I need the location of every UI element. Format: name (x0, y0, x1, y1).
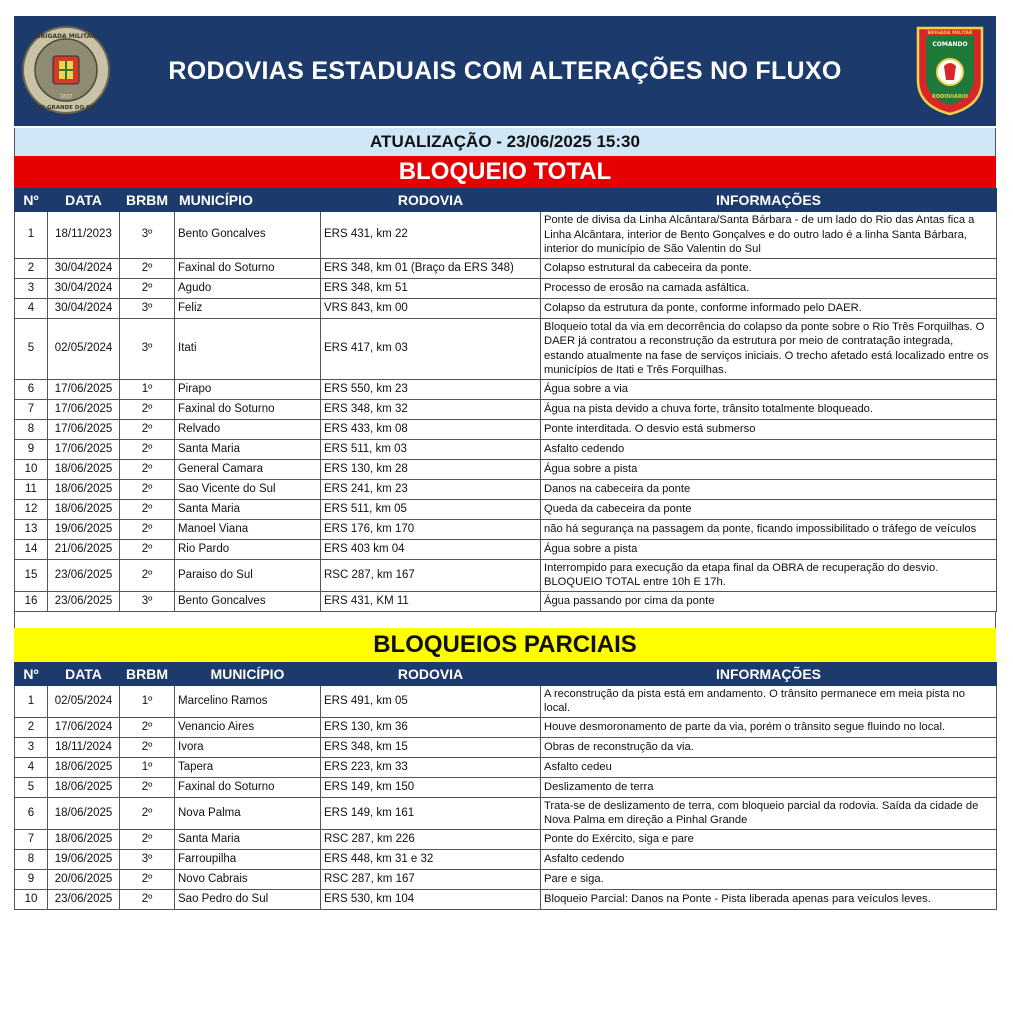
cell-num: 7 (15, 399, 48, 419)
shield-lettering-middle: COMANDO (932, 41, 968, 48)
table-row (15, 849, 997, 869)
cell-informacoes: Asfalto cedendo (541, 439, 997, 459)
cell-brbm: 3º (120, 318, 175, 379)
cell-num: 2 (15, 258, 48, 278)
cell-municipio: Pirapo (175, 379, 321, 399)
cell-brbm: 2º (120, 829, 175, 849)
table-row (15, 777, 997, 797)
table-row (15, 318, 997, 379)
cell-informacoes: Água na pista devido a chuva forte, trânsito totalmente bloqueado. (541, 399, 997, 419)
cell-municipio: Novo Cabrais (175, 869, 321, 889)
cell-municipio: Sao Vicente do Sul (175, 479, 321, 499)
page-title: RODOVIAS ESTADUAIS COM ALTERAÇÕES NO FLUXO (168, 56, 842, 85)
cell-rodovia: RSC 287, km 167 (321, 869, 541, 889)
cell-data: 17/06/2025 (48, 439, 120, 459)
cell-informacoes: Asfalto cedendo (541, 849, 997, 869)
emblem-lettering-top: BRIGADA MILITAR (36, 33, 96, 40)
cell-num: 14 (15, 539, 48, 559)
cell-data: 17/06/2025 (48, 399, 120, 419)
col-header-rodovia: RODOVIA (321, 662, 541, 685)
cell-rodovia: ERS 223, km 33 (321, 757, 541, 777)
cell-rodovia: ERS 491, km 05 (321, 685, 541, 717)
cell-rodovia: ERS 241, km 23 (321, 479, 541, 499)
cell-num: 15 (15, 559, 48, 591)
col-header-municipio: MUNICÍPIO (175, 189, 321, 212)
cell-municipio: Feliz (175, 298, 321, 318)
table-row (15, 737, 997, 757)
col-header-data: DATA (48, 662, 120, 685)
cell-num: 10 (15, 459, 48, 479)
cell-brbm: 2º (120, 777, 175, 797)
cell-data: 17/06/2024 (48, 717, 120, 737)
cell-rodovia: RSC 287, km 167 (321, 559, 541, 591)
cell-num: 7 (15, 829, 48, 849)
cell-rodovia: RSC 287, km 226 (321, 829, 541, 849)
cell-informacoes: Ponte de divisa da Linha Alcântara/Santa Bárbara - de um lado do Rio das Antas fica a Linha Alcântara, interior de Bento Gonçalves e do outro lado é a linha Santa Bárbara, interior do município de São Valentin do Sul (541, 212, 997, 259)
col-header-data: DATA (48, 189, 120, 212)
cell-data: 18/06/2025 (48, 797, 120, 829)
table-row (15, 379, 997, 399)
brigada-militar-emblem-icon (22, 26, 110, 114)
shield-lettering-bottom: RODOVIÁRIO (932, 94, 968, 100)
cell-num: 16 (15, 591, 48, 611)
cell-rodovia: ERS 348, km 51 (321, 278, 541, 298)
cell-rodovia: ERS 511, km 03 (321, 439, 541, 459)
cell-num: 4 (15, 298, 48, 318)
table-body-total (15, 212, 997, 612)
cell-brbm: 2º (120, 869, 175, 889)
col-header-brbm: BRBM (120, 189, 175, 212)
cell-num: 4 (15, 757, 48, 777)
cell-data: 18/06/2025 (48, 757, 120, 777)
cell-data: 18/06/2025 (48, 479, 120, 499)
cell-rodovia: ERS 530, km 104 (321, 889, 541, 909)
cell-data: 18/06/2025 (48, 499, 120, 519)
col-header-informacoes: INFORMAÇÕES (541, 662, 997, 685)
cell-municipio: Nova Palma (175, 797, 321, 829)
cell-brbm: 3º (120, 298, 175, 318)
cell-brbm: 2º (120, 479, 175, 499)
cell-rodovia: ERS 431, KM 11 (321, 591, 541, 611)
table-row (15, 797, 997, 829)
cell-data: 18/06/2025 (48, 777, 120, 797)
table-bloqueio-total (14, 188, 997, 612)
cell-data: 02/05/2024 (48, 685, 120, 717)
cell-informacoes: A reconstrução da pista está em andamento. O trânsito permanece em meia pista no local. (541, 685, 997, 717)
cell-brbm: 2º (120, 439, 175, 459)
comando-rodoviario-shield-icon (914, 22, 986, 116)
cell-municipio: Tapera (175, 757, 321, 777)
update-timestamp: ATUALIZAÇÃO - 23/06/2025 15:30 (14, 128, 996, 156)
cell-num: 1 (15, 685, 48, 717)
cell-num: 9 (15, 439, 48, 459)
cell-brbm: 3º (120, 849, 175, 869)
emblem-lettering-bottom: RIO GRANDE DO SUL (34, 105, 98, 111)
cell-data: 23/06/2025 (48, 559, 120, 591)
cell-brbm: 1º (120, 757, 175, 777)
table-row (15, 258, 997, 278)
cell-rodovia: ERS 431, km 22 (321, 212, 541, 259)
cell-brbm: 3º (120, 212, 175, 259)
cell-informacoes: Pare e siga. (541, 869, 997, 889)
cell-municipio: General Camara (175, 459, 321, 479)
cell-municipio: Farroupilha (175, 849, 321, 869)
table-row (15, 519, 997, 539)
cell-informacoes: Processo de erosão na camada asfáltica. (541, 278, 997, 298)
cell-num: 5 (15, 777, 48, 797)
cell-rodovia: ERS 149, km 150 (321, 777, 541, 797)
col-header-informacoes: INFORMAÇÕES (541, 189, 997, 212)
cell-rodovia: ERS 348, km 32 (321, 399, 541, 419)
cell-municipio: Santa Maria (175, 829, 321, 849)
cell-municipio: Santa Maria (175, 439, 321, 459)
cell-data: 23/06/2025 (48, 889, 120, 909)
emblem-year: 1837 (59, 94, 73, 100)
cell-informacoes: Deslizamento de terra (541, 777, 997, 797)
table-row (15, 717, 997, 737)
cell-num: 3 (15, 737, 48, 757)
cell-data: 18/06/2025 (48, 459, 120, 479)
table-row (15, 591, 997, 611)
cell-num: 8 (15, 419, 48, 439)
cell-num: 9 (15, 869, 48, 889)
cell-informacoes: Ponte do Exército, siga e pare (541, 829, 997, 849)
cell-brbm: 1º (120, 685, 175, 717)
cell-brbm: 2º (120, 519, 175, 539)
table-header-row (15, 189, 997, 212)
cell-municipio: Faxinal do Soturno (175, 777, 321, 797)
cell-rodovia: ERS 550, km 23 (321, 379, 541, 399)
table-row (15, 539, 997, 559)
cell-municipio: Bento Goncalves (175, 591, 321, 611)
table-row (15, 559, 997, 591)
cell-data: 30/04/2024 (48, 298, 120, 318)
cell-municipio: Sao Pedro do Sul (175, 889, 321, 909)
cell-data: 17/06/2025 (48, 419, 120, 439)
cell-municipio: Ivora (175, 737, 321, 757)
cell-informacoes: Obras de reconstrução da via. (541, 737, 997, 757)
cell-num: 13 (15, 519, 48, 539)
section-title-total: BLOQUEIO TOTAL (14, 156, 996, 188)
table-body-partial (15, 685, 997, 909)
cell-brbm: 2º (120, 399, 175, 419)
cell-municipio: Paraiso do Sul (175, 559, 321, 591)
cell-informacoes: Bloqueio total da via em decorrência do colapso da ponte sobre o Rio Três Forquilhas. O DAER já contratou a reconstrução da estrutura por meio de contratação integrada, estando atualmente na fase de serviços iniciais. O trecho afetado está localizado entre os municípios de Itati e Três Forquilhas. (541, 318, 997, 379)
cell-informacoes: Colapso da estrutura da ponte, conforme informado pelo DAER. (541, 298, 997, 318)
col-header-num: Nº (15, 662, 48, 685)
cell-data: 30/04/2024 (48, 258, 120, 278)
cell-num: 8 (15, 849, 48, 869)
table-row (15, 685, 997, 717)
cell-num: 3 (15, 278, 48, 298)
cell-num: 12 (15, 499, 48, 519)
cell-municipio: Marcelino Ramos (175, 685, 321, 717)
cell-rodovia: ERS 348, km 15 (321, 737, 541, 757)
cell-municipio: Faxinal do Soturno (175, 258, 321, 278)
cell-rodovia: ERS 348, km 01 (Braço da ERS 348) (321, 258, 541, 278)
cell-data: 18/06/2025 (48, 829, 120, 849)
cell-informacoes: Água sobre a pista (541, 539, 997, 559)
cell-num: 6 (15, 379, 48, 399)
cell-municipio: Venancio Aires (175, 717, 321, 737)
cell-data: 23/06/2025 (48, 591, 120, 611)
section-spacer (14, 612, 996, 628)
cell-municipio: Itati (175, 318, 321, 379)
cell-num: 1 (15, 212, 48, 259)
table-row (15, 869, 997, 889)
cell-data: 18/11/2023 (48, 212, 120, 259)
cell-municipio: Manoel Viana (175, 519, 321, 539)
cell-rodovia: ERS 511, km 05 (321, 499, 541, 519)
cell-brbm: 2º (120, 459, 175, 479)
cell-rodovia: ERS 448, km 31 e 32 (321, 849, 541, 869)
table-row (15, 212, 997, 259)
cell-informacoes: não há segurança na passagem da ponte, ficando impossibilitado o tráfego de veículos (541, 519, 997, 539)
table-row (15, 278, 997, 298)
cell-rodovia: ERS 417, km 03 (321, 318, 541, 379)
cell-brbm: 2º (120, 797, 175, 829)
cell-brbm: 1º (120, 379, 175, 399)
cell-brbm: 3º (120, 591, 175, 611)
cell-informacoes: Interrompido para execução da etapa final da OBRA de recuperação do desvio. BLOQUEIO TOTAL entre 10h E 17h. (541, 559, 997, 591)
table-row (15, 757, 997, 777)
shield-lettering-top: BRIGADA MILITAR (927, 31, 973, 36)
cell-municipio: Rio Pardo (175, 539, 321, 559)
cell-num: 5 (15, 318, 48, 379)
cell-data: 02/05/2024 (48, 318, 120, 379)
cell-data: 18/11/2024 (48, 737, 120, 757)
table-row (15, 419, 997, 439)
cell-municipio: Bento Goncalves (175, 212, 321, 259)
cell-data: 20/06/2025 (48, 869, 120, 889)
cell-brbm: 2º (120, 258, 175, 278)
cell-informacoes: Danos na cabeceira da ponte (541, 479, 997, 499)
cell-municipio: Agudo (175, 278, 321, 298)
table-row (15, 479, 997, 499)
cell-data: 17/06/2025 (48, 379, 120, 399)
cell-data: 30/04/2024 (48, 278, 120, 298)
cell-informacoes: Água sobre a via (541, 379, 997, 399)
header-banner (14, 16, 996, 126)
table-row (15, 439, 997, 459)
table-row (15, 829, 997, 849)
table-row (15, 459, 997, 479)
cell-data: 19/06/2025 (48, 519, 120, 539)
cell-num: 10 (15, 889, 48, 909)
road-status-sheet (14, 16, 996, 910)
cell-informacoes: Água sobre a pista (541, 459, 997, 479)
cell-informacoes: Ponte interditada. O desvio está submerso (541, 419, 997, 439)
cell-brbm: 2º (120, 539, 175, 559)
cell-num: 6 (15, 797, 48, 829)
cell-informacoes: Houve desmoronamento de parte da via, porém o trânsito segue fluindo no local. (541, 717, 997, 737)
cell-brbm: 2º (120, 499, 175, 519)
cell-rodovia: ERS 130, km 36 (321, 717, 541, 737)
table-row (15, 889, 997, 909)
cell-rodovia: VRS 843, km 00 (321, 298, 541, 318)
cell-municipio: Relvado (175, 419, 321, 439)
cell-brbm: 2º (120, 419, 175, 439)
col-header-rodovia: RODOVIA (321, 189, 541, 212)
cell-brbm: 2º (120, 717, 175, 737)
cell-rodovia: ERS 433, km 08 (321, 419, 541, 439)
cell-rodovia: ERS 149, km 161 (321, 797, 541, 829)
table-row (15, 298, 997, 318)
cell-municipio: Santa Maria (175, 499, 321, 519)
col-header-num: Nº (15, 189, 48, 212)
cell-brbm: 2º (120, 889, 175, 909)
cell-municipio: Faxinal do Soturno (175, 399, 321, 419)
cell-brbm: 2º (120, 737, 175, 757)
cell-informacoes: Colapso estrutural da cabeceira da ponte. (541, 258, 997, 278)
cell-num: 2 (15, 717, 48, 737)
cell-brbm: 2º (120, 278, 175, 298)
cell-brbm: 2º (120, 559, 175, 591)
col-header-brbm: BRBM (120, 662, 175, 685)
col-header-municipio: MUNICÍPIO (175, 662, 321, 685)
cell-informacoes: Água passando por cima da ponte (541, 591, 997, 611)
cell-informacoes: Asfalto cedeu (541, 757, 997, 777)
cell-rodovia: ERS 176, km 170 (321, 519, 541, 539)
table-bloqueios-parciais (14, 662, 997, 910)
table-row (15, 499, 997, 519)
cell-informacoes: Bloqueio Parcial: Danos na Ponte - Pista liberada apenas para veículos leves. (541, 889, 997, 909)
cell-data: 21/06/2025 (48, 539, 120, 559)
cell-informacoes: Trata-se de deslizamento de terra, com bloqueio parcial da rodovia. Saída da cidade de Nova Palma em direção a Pinhal Grande (541, 797, 997, 829)
cell-num: 11 (15, 479, 48, 499)
table-row (15, 399, 997, 419)
section-title-partial: BLOQUEIOS PARCIAIS (14, 628, 996, 662)
table-header-row (15, 662, 997, 685)
cell-informacoes: Queda da cabeceira da ponte (541, 499, 997, 519)
cell-rodovia: ERS 130, km 28 (321, 459, 541, 479)
cell-rodovia: ERS 403 km 04 (321, 539, 541, 559)
cell-data: 19/06/2025 (48, 849, 120, 869)
